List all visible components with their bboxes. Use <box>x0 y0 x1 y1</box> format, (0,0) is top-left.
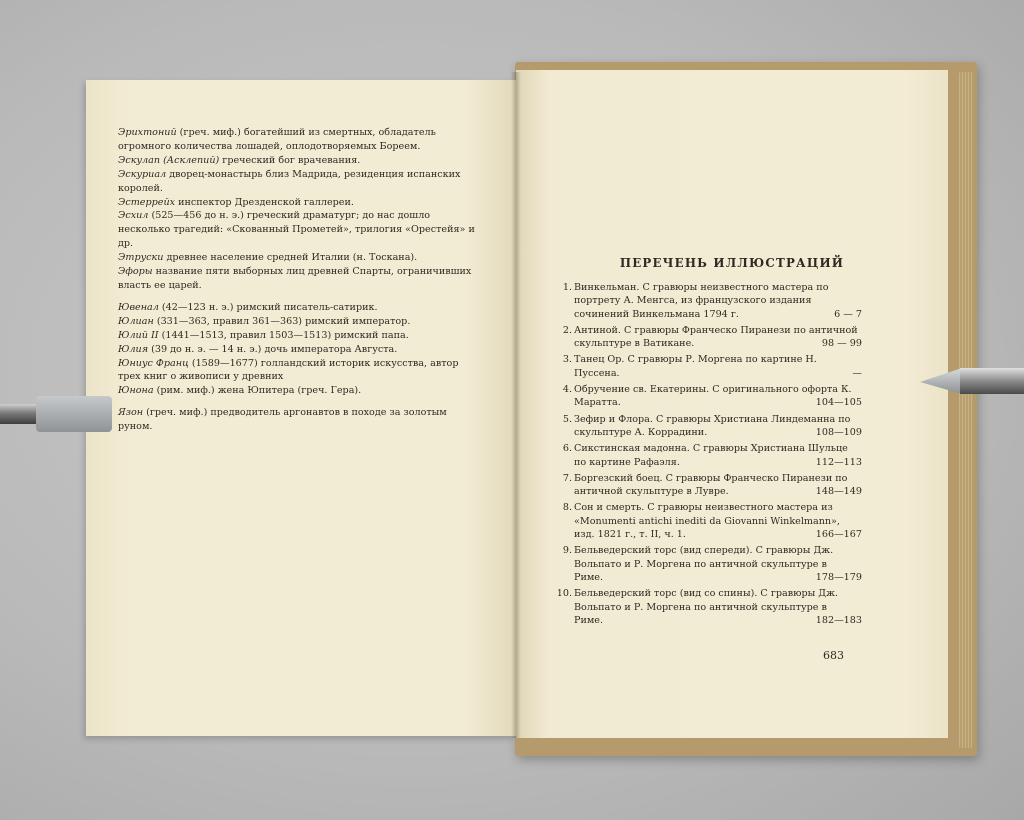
toc-item <box>562 281 862 321</box>
toc-item-text: Танец Ор. С гравюры Р. Моргена по картине Н. Пуссена. <box>574 354 817 379</box>
glossary-entry <box>118 357 480 385</box>
toc-item-text: Сон и смерть. С гравюры неизвестного мастера из «Monumenti antichi inediti da Giovanni Winkelmann», изд. 1821 г., т. II, ч. 1. <box>574 502 840 541</box>
toc-item-number: 10. <box>556 588 572 600</box>
glossary-term: Этруски <box>118 252 164 264</box>
toc-item-pages: 108—109 <box>815 426 862 438</box>
toc-item-number: 3. <box>562 354 572 366</box>
toc-item-text: Винкельман. С гравюры неизвестного мастера по портрету А. Менгса, из французского издания сочинений Винкельмана 1794 г. <box>574 282 829 320</box>
glossary-term: Юлий II <box>118 329 159 341</box>
toc-item <box>562 442 862 469</box>
glossary-entry <box>118 384 480 398</box>
glossary-entry <box>118 406 480 434</box>
toc-item-pages: 178—179 <box>815 571 862 583</box>
toc-item-text: Обручение св. Екатерины. С оригинального офорта К. Маратта. <box>574 384 852 409</box>
toc-item-pages: 148—149 <box>815 486 862 498</box>
glossary-entry <box>118 343 480 357</box>
toc-item <box>562 413 862 440</box>
glossary-entry <box>118 301 480 315</box>
glossary-definition: (42—123 н. э.) римский писатель-сатирик. <box>158 301 378 313</box>
toc-item-pages: 6 — 7 <box>834 308 862 320</box>
glossary-definition: (39 до н. э. — 14 н. э.) дочь императора Августа. <box>148 343 398 355</box>
toc-item-number: 6. <box>562 443 572 455</box>
toc-item <box>562 353 862 380</box>
glossary-term: Эскулап (Асклепий) <box>118 154 220 166</box>
toc-item <box>556 587 862 627</box>
toc-item-text: Зефир и Флора. С гравюры Христиана Линдеманна по скульптуре А. Коррадини. <box>574 413 851 438</box>
pen-icon <box>916 354 1024 402</box>
glossary-entry <box>118 251 480 265</box>
glossary-term: Юлия <box>118 343 149 355</box>
toc-item <box>562 544 862 584</box>
glossary-definition: название пяти выборных лиц древней Спарты, ограничивших власть ее царей. <box>118 266 472 291</box>
glossary-definition: (525—456 до н. э.) греческий драматург; до нас дошло несколько трагедий: «Скованный Прометей», трилогия «Орестейя» и др. <box>118 210 475 250</box>
glossary-entry <box>118 154 480 168</box>
toc-item-pages: 98 — 99 <box>821 338 862 350</box>
toc-item <box>562 472 862 499</box>
glossary-definition: греческий бог врачевания. <box>219 154 361 166</box>
glossary-term: Юлиан <box>118 315 154 327</box>
toc-item-pages: — <box>852 367 862 379</box>
glossary-entry <box>118 329 480 343</box>
glossary-entry <box>118 209 480 251</box>
glossary-entry <box>118 126 480 154</box>
glossary-entry <box>118 196 480 210</box>
glossary-definition: инспектор Дрезденской галлереи. <box>175 196 354 208</box>
toc-item <box>562 383 862 410</box>
glossary-definition: (греч. миф.) богатейший из смертных, обладатель огромного количества лошадей, оплодотворяемых Бореем. <box>118 127 436 152</box>
glossary-term: Юнона <box>118 385 154 397</box>
toc-item-number: 9. <box>562 545 572 557</box>
toc-item-text: Боргезский боец. С гравюры Франческо Пиранези по античной скульптуре в Лувре. <box>574 472 848 498</box>
glossary-term: Язон <box>118 407 144 419</box>
glossary-definition: (греч. миф.) предводитель аргонавтов в походе за золотым руном. <box>118 407 447 433</box>
glossary-definition: (1441—1513, правил 1503—1513) римский папа. <box>158 329 409 341</box>
toc-item-number: 1. <box>562 282 572 293</box>
toc-item-pages: 166—167 <box>815 529 862 541</box>
toc-item-number: 8. <box>562 502 572 514</box>
toc-item-pages: 104—105 <box>815 397 862 409</box>
glossary-term: Ювенал <box>118 301 159 313</box>
toc-item-text: Бельведерский торс (вид спереди). С гравюры Дж. Вольпато и Р. Моргена по античной скульптуре в Риме. <box>574 545 834 583</box>
toc-item <box>562 324 862 351</box>
toc-title: ПЕРЕЧЕНЬ ИЛЛЮСТРАЦИЙ <box>619 256 845 270</box>
pen-icon <box>0 392 118 442</box>
toc-item-text: Бельведерский торс (вид со спины). С гравюры Дж. Вольпато и Р. Моргена по античной скульптуре в Риме. <box>574 588 838 626</box>
glossary-definition: древнее население средней Италии (н. Тоскана). <box>163 252 418 264</box>
toc-item-text: Антиной. С гравюры Франческо Пиранези по античной скульптуре в Ватикане. <box>574 324 858 350</box>
glossary-definition: (331—363, правил 361—363) римский император. <box>153 315 411 327</box>
illustrations-list <box>556 281 862 630</box>
toc-item-number: 7. <box>562 472 572 484</box>
glossary-text <box>118 126 480 434</box>
glossary-entry <box>118 315 480 329</box>
page-number: 683 <box>823 649 844 662</box>
toc-item-text: Сикстинская мадонна. С гравюры Христиана Шульце по картине Рафаэля. <box>574 443 848 468</box>
toc-item-number: 2. <box>562 324 572 336</box>
glossary-definition: (1589—1677) голландский историк искусства, автор трех книг о живописи у древних <box>118 357 459 383</box>
glossary-term: Эрихтоний <box>118 127 177 138</box>
toc-item-number: 5. <box>562 413 572 425</box>
glossary-term: Эфоры <box>118 266 153 278</box>
glossary-entry <box>118 168 480 196</box>
toc-item-pages: 112—113 <box>815 456 862 468</box>
toc-item-number: 4. <box>562 384 572 396</box>
glossary-term: Эсхил <box>118 210 149 222</box>
glossary-definition: дворец-монастырь близ Мадрида, резиденция испанских королей. <box>118 168 461 194</box>
glossary-term: Юниус Франц <box>118 357 189 369</box>
glossary-term: Эстеррейх <box>118 196 176 208</box>
glossary-definition: (рим. миф.) жена Юпитера (греч. Гера). <box>153 385 362 397</box>
glossary-entry <box>118 265 480 293</box>
toc-item-pages: 182—183 <box>815 614 862 626</box>
book-gutter <box>511 72 521 738</box>
glossary-term: Эскуриал <box>118 168 167 180</box>
toc-item <box>562 501 862 541</box>
